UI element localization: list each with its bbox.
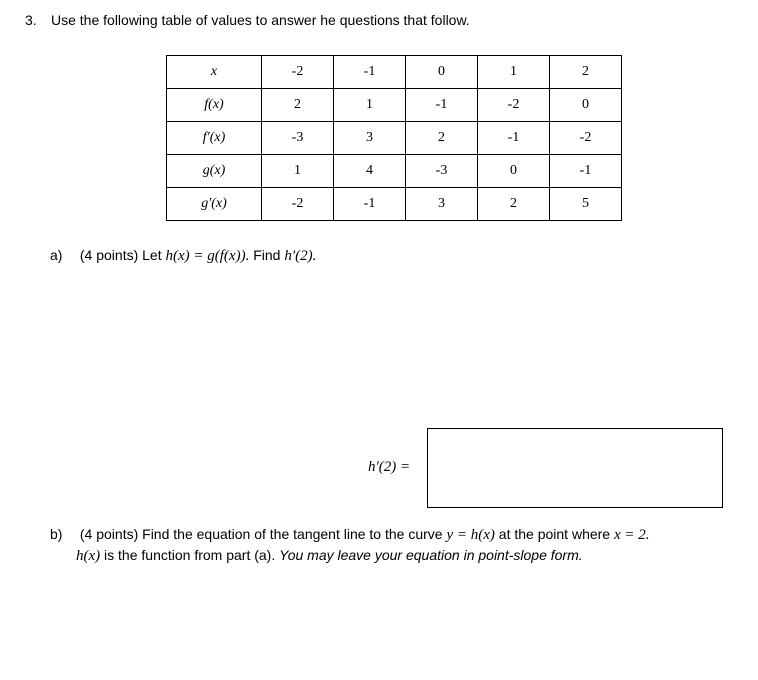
table-row — [167, 188, 622, 221]
table-cell: 0 — [550, 89, 622, 122]
part-b-text3: is the function from part (a). — [104, 547, 276, 563]
part-b — [50, 524, 750, 566]
table-cell: 1 — [334, 89, 406, 122]
answer-label: h′(2) = — [368, 459, 411, 475]
part-a-label: a) — [50, 247, 63, 263]
row-label: g′(x) — [167, 188, 262, 221]
part-b-point: x = 2. — [613, 527, 650, 543]
table-cell: -2 — [262, 56, 334, 89]
table-cell: 0 — [478, 155, 550, 188]
table-cell: 3 — [334, 122, 406, 155]
table-cell: 5 — [550, 188, 622, 221]
part-b-text1: Find the equation of the tangent line to the curve — [142, 526, 443, 542]
part-b-curve: y = h(x) — [446, 527, 495, 543]
part-a-definition: h(x) = g(f(x)). — [165, 248, 250, 264]
table-cell: 1 — [262, 155, 334, 188]
question-header — [25, 12, 470, 28]
table-cell: 2 — [262, 89, 334, 122]
question-text: Use the following table of values to answer he questions that follow. — [51, 12, 470, 28]
table-cell: 2 — [406, 122, 478, 155]
table-cell: -1 — [334, 188, 406, 221]
row-label: f(x) — [167, 89, 262, 122]
table-cell: 0 — [406, 56, 478, 89]
values-table — [166, 55, 622, 221]
table-row — [167, 155, 622, 188]
table-cell: 3 — [406, 188, 478, 221]
table-cell: -1 — [334, 56, 406, 89]
row-label: g(x) — [167, 155, 262, 188]
table-cell: -2 — [478, 89, 550, 122]
table-cell: 2 — [550, 56, 622, 89]
part-b-label: b) — [50, 526, 63, 542]
question-number: 3. — [25, 12, 37, 28]
table-row — [167, 56, 622, 89]
part-a-find: Find — [253, 247, 281, 263]
part-a — [50, 247, 316, 265]
part-a-let: Let — [142, 247, 162, 263]
part-a-points: (4 points) — [79, 247, 139, 263]
table-row — [167, 89, 622, 122]
row-label: f′(x) — [167, 122, 262, 155]
part-a-target: h′(2). — [284, 248, 317, 264]
table-cell: -3 — [406, 155, 478, 188]
part-b-hx: h(x) — [76, 548, 101, 564]
table-cell: -2 — [262, 188, 334, 221]
table-cell: 2 — [478, 188, 550, 221]
table-cell: -1 — [478, 122, 550, 155]
part-b-text2: at the point where — [498, 526, 611, 542]
table-cell: -3 — [262, 122, 334, 155]
table-row — [167, 122, 622, 155]
table-cell: 4 — [334, 155, 406, 188]
part-b-note: You may leave your equation in point-slope form. — [279, 547, 583, 563]
row-label: x — [167, 56, 262, 89]
table-cell: -1 — [406, 89, 478, 122]
part-b-points: (4 points) — [79, 526, 139, 542]
table-cell: -2 — [550, 122, 622, 155]
answer-box[interactable] — [427, 428, 723, 508]
table-cell: -1 — [550, 155, 622, 188]
table-cell: 1 — [478, 56, 550, 89]
